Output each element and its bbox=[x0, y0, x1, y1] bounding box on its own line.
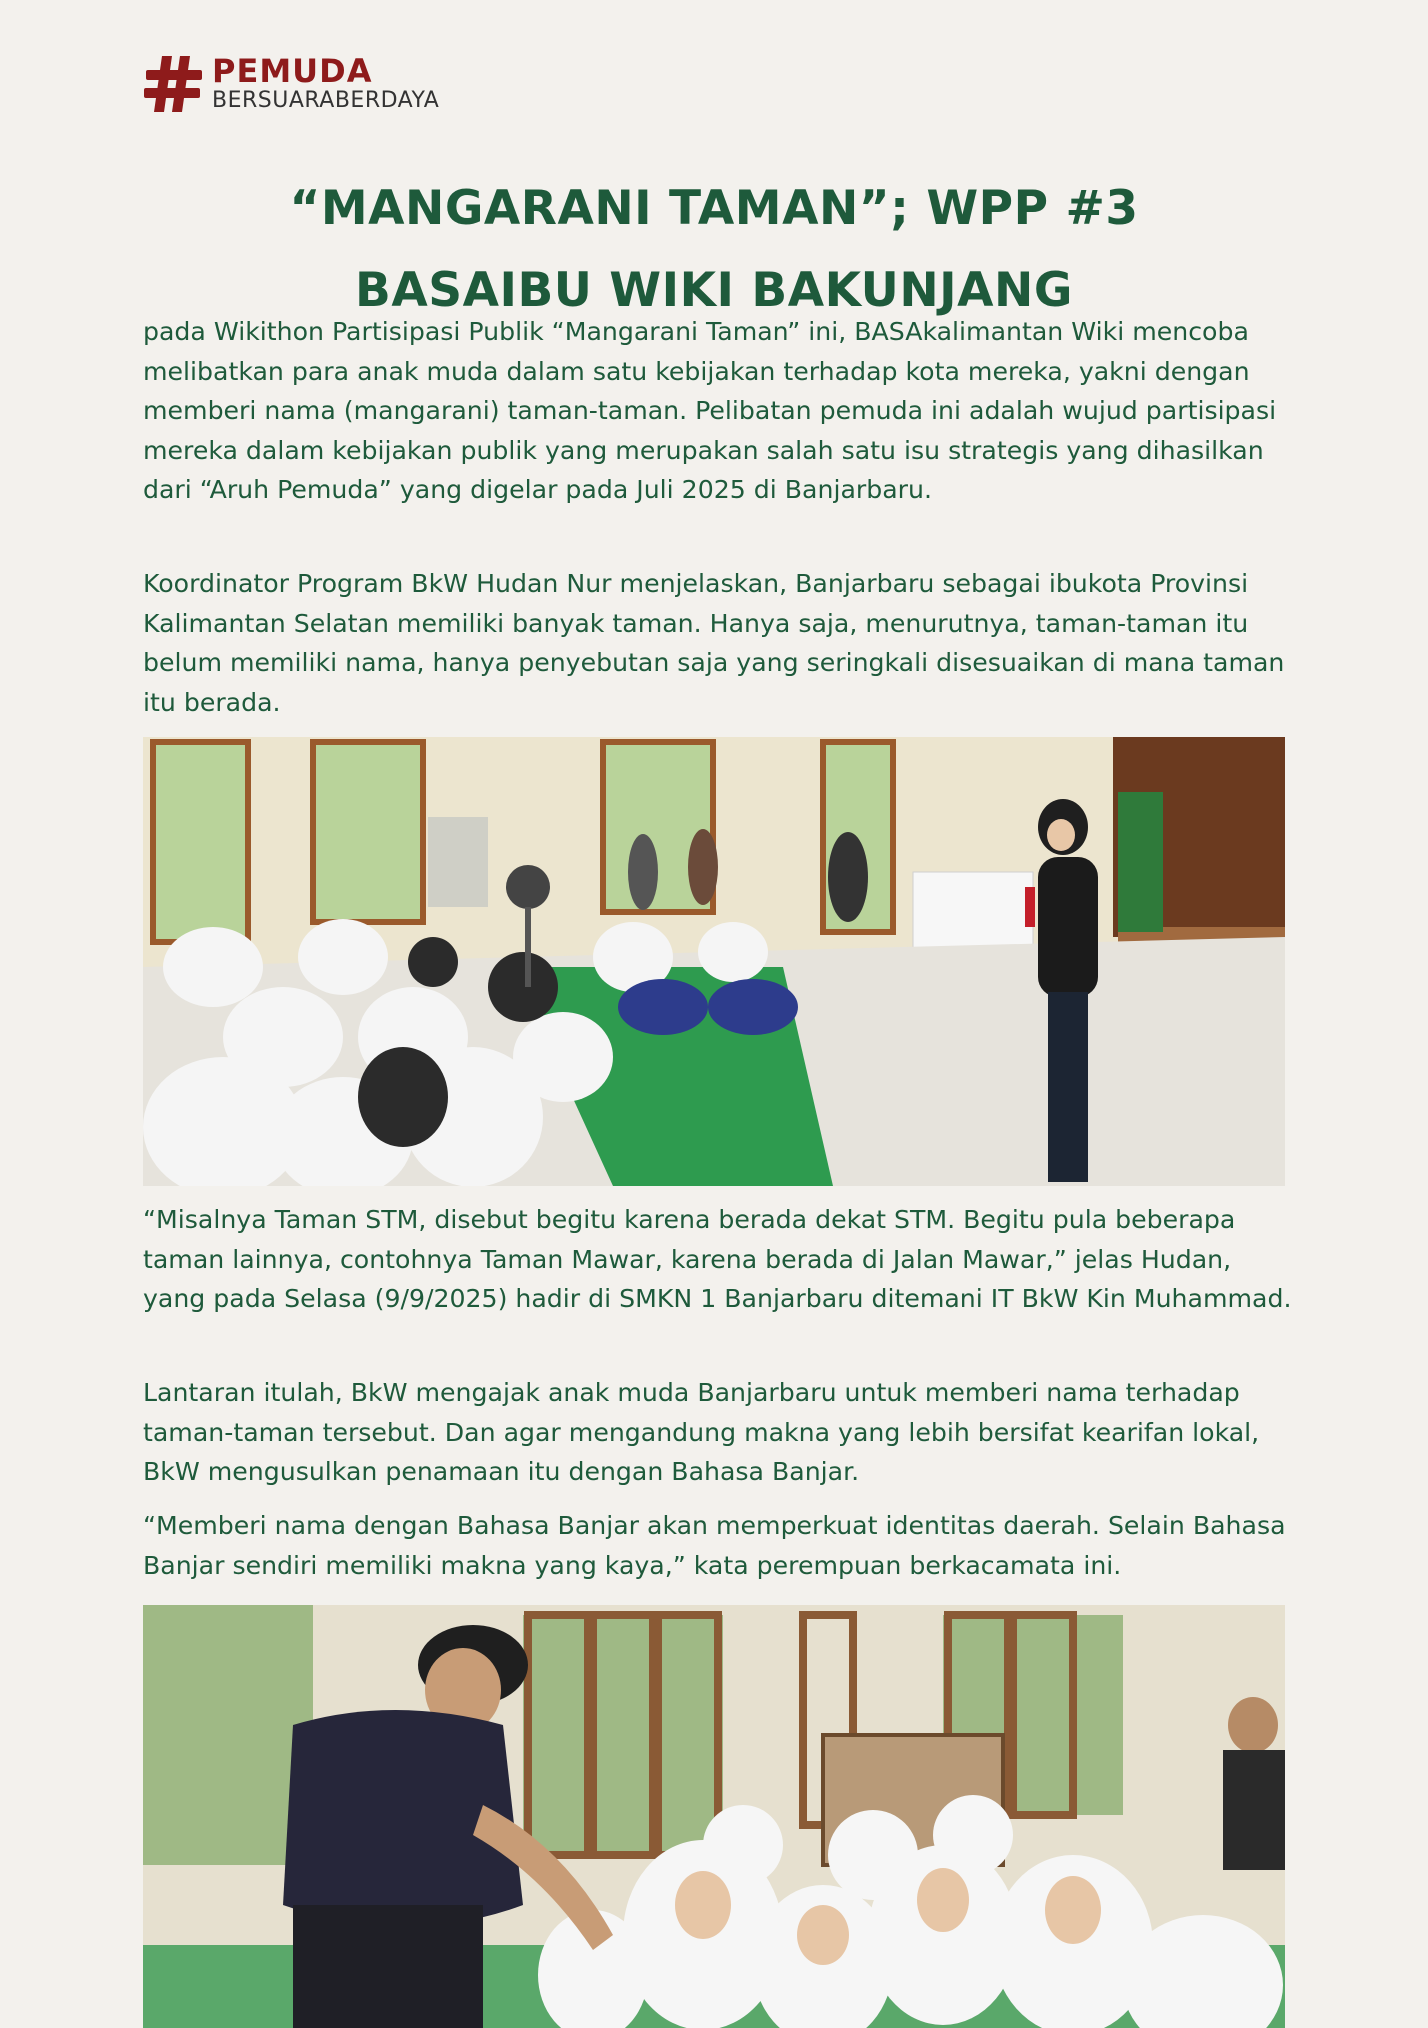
event-photo-2-image bbox=[143, 1605, 1285, 2028]
event-photo-1 bbox=[143, 737, 1285, 1186]
event-photo-2 bbox=[143, 1605, 1285, 2028]
hash-icon bbox=[142, 52, 206, 116]
title-line-1: “MANGARANI TAMAN”; WPP #3 bbox=[289, 181, 1139, 236]
logo-title: PEMUDA bbox=[212, 52, 373, 90]
paragraph-3: “Misalnya Taman STM, disebut begitu karena berada dekat STM. Begitu pula beberapa taman lainnya, contohnya Taman Mawar, karena berada di Jalan Mawar,” jelas Hudan, yang pada Selasa (9/9/2025) hadir di SMKN 1 Banjarbaru ditemani IT BkW Kin Muhammad. bbox=[143, 1205, 1292, 1313]
logo-tagline: BERSUARABERDAYA bbox=[212, 88, 440, 113]
title-line-2: BASAIBU WIKI BAKUNJANG bbox=[355, 263, 1073, 318]
logo bbox=[142, 52, 439, 116]
paragraph-5: “Memberi nama dengan Bahasa Banjar akan memperkuat identitas daerah. Selain Bahasa Banjar sendiri memiliki makna yang kaya,” kata perempuan berkacamata ini. bbox=[143, 1511, 1286, 1580]
article-title bbox=[100, 168, 1328, 332]
event-photo-1-image bbox=[143, 737, 1285, 1186]
paragraph-4: Lantaran itulah, BkW mengajak anak muda Banjarbaru untuk memberi nama terhadap taman-taman tersebut. Dan agar mengandung makna yang lebih bersifat kearifan lokal, BkW mengusulkan penamaan itu dengan Bahasa Banjar. bbox=[143, 1378, 1260, 1486]
paragraph-2: Koordinator Program BkW Hudan Nur menjelaskan, Banjarbaru sebagai ibukota Provinsi Kalimantan Selatan memiliki banyak taman. Hanya saja, menurutnya, taman-taman itu belum memiliki nama, hanya penyebutan saja yang seringkali disesuaikan di mana taman itu berada. bbox=[143, 569, 1285, 717]
paragraph-1: pada Wikithon Partisipasi Publik “Mangarani Taman” ini, BASAkalimantan Wiki mencoba melibatkan para anak muda dalam satu kebijakan terhadap kota mereka, yakni dengan memberi nama (mangarani) taman-taman. Pelibatan pemuda ini adalah wujud partisipasi mereka dalam kebijakan publik yang merupakan salah satu isu strategis yang dihasilkan dari “Aruh Pemuda” yang digelar pada Juli 2025 di Banjarbaru. bbox=[143, 317, 1277, 504]
